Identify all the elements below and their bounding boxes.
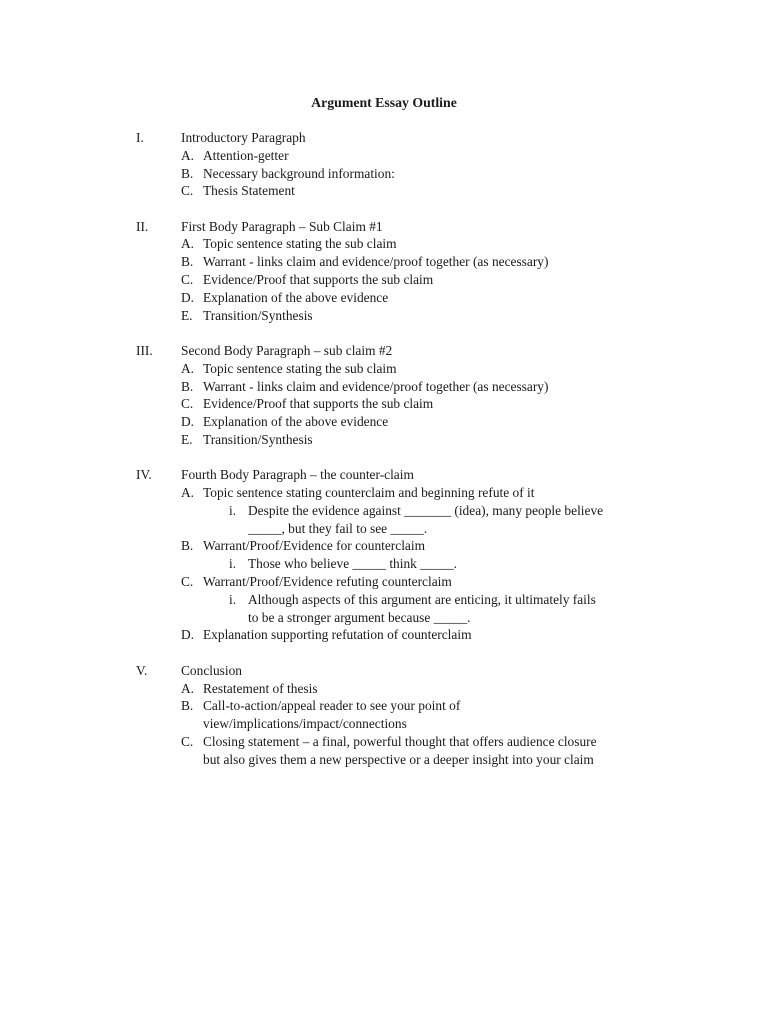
- outline-section: [0, 342, 768, 449]
- section-heading: Introductory Paragraph: [181, 130, 306, 145]
- item-line: Thesis Statement: [203, 183, 295, 199]
- outline-item: [0, 697, 768, 733]
- subitem-line: Although aspects of this argument are enticing, it ultimately fails: [248, 591, 596, 607]
- outline-subitem: [0, 502, 768, 538]
- outline-item: [0, 360, 768, 378]
- subitem-numeral: i.: [229, 591, 237, 607]
- outline-item: [0, 307, 768, 325]
- outline-item: [0, 537, 768, 555]
- subitem-line: _____, but they fail to see _____.: [248, 520, 428, 536]
- item-letter: C.: [181, 272, 194, 288]
- outline-item: [0, 626, 768, 644]
- subitem-text: [248, 591, 768, 627]
- item-letter: E.: [181, 431, 193, 447]
- item-line: Closing statement – a final, powerful thought that offers audience closure: [203, 733, 597, 749]
- item-text: [203, 182, 653, 200]
- subitem-line: to be a stronger argument because _____.: [248, 609, 471, 625]
- item-text: [203, 484, 653, 502]
- outline-section: [0, 218, 768, 325]
- outline-item: [0, 431, 768, 449]
- outline-section: [0, 129, 768, 200]
- item-text: [203, 431, 653, 449]
- item-letter: A.: [181, 147, 195, 163]
- item-line: Evidence/Proof that supports the sub claim: [203, 272, 434, 288]
- outline-item: [0, 253, 768, 271]
- item-text: [203, 289, 653, 307]
- item-line: Topic sentence stating counterclaim and beginning refute of it: [203, 485, 535, 501]
- item-letter: B.: [181, 165, 194, 181]
- item-line: Call-to-action/appeal reader to see your point of: [203, 698, 461, 714]
- item-letter: C.: [181, 733, 194, 749]
- outline-item: [0, 271, 768, 289]
- subitem-text: [248, 555, 768, 573]
- item-letter: B.: [181, 254, 194, 270]
- item-text: [203, 697, 653, 733]
- item-text: [203, 626, 653, 644]
- item-letter: C.: [181, 183, 194, 199]
- item-line: Necessary background information:: [203, 165, 395, 181]
- item-text: [203, 537, 653, 555]
- item-letter: A.: [181, 360, 195, 376]
- outline-item: [0, 733, 768, 769]
- item-line: Warrant/Proof/Evidence refuting counterclaim: [203, 574, 452, 590]
- item-line: Warrant - links claim and evidence/proof together (as necessary): [203, 254, 549, 270]
- subitem-line: Despite the evidence against _______ (idea), many people believe: [248, 502, 604, 518]
- section-numeral: V.: [136, 662, 148, 678]
- item-line: Transition/Synthesis: [203, 431, 313, 447]
- item-text: [203, 413, 653, 431]
- item-line: Warrant/Proof/Evidence for counterclaim: [203, 538, 426, 554]
- item-letter: B.: [181, 538, 194, 554]
- item-text: [203, 680, 653, 698]
- item-line: Evidence/Proof that supports the sub claim: [203, 396, 434, 412]
- subitem-line: Those who believe _____ think _____.: [248, 556, 458, 572]
- document-title: Argument Essay Outline: [311, 95, 457, 110]
- item-letter: C.: [181, 574, 194, 590]
- item-letter: E.: [181, 307, 193, 323]
- outline-item: [0, 413, 768, 431]
- item-text: [203, 147, 653, 165]
- section-numeral: II.: [136, 218, 149, 234]
- item-text: [203, 733, 653, 769]
- item-letter: D.: [181, 627, 195, 643]
- section-heading: Conclusion: [181, 662, 243, 678]
- subitem-text: [248, 502, 768, 538]
- section-numeral: IV.: [136, 467, 152, 483]
- outline-item: [0, 573, 768, 591]
- item-line: Explanation supporting refutation of counterclaim: [203, 627, 472, 643]
- item-line: Topic sentence stating the sub claim: [203, 236, 397, 252]
- outline-item: [0, 235, 768, 253]
- item-letter: A.: [181, 680, 195, 696]
- outline-item: [0, 395, 768, 413]
- section-numeral: III.: [136, 342, 153, 358]
- item-letter: D.: [181, 289, 195, 305]
- outline-item: [0, 147, 768, 165]
- item-text: [203, 378, 653, 396]
- subitem-numeral: i.: [229, 502, 237, 518]
- outline-section: [0, 662, 768, 769]
- item-text: [203, 253, 653, 271]
- item-line: view/implications/impact/connections: [203, 716, 407, 732]
- item-line: Transition/Synthesis: [203, 307, 313, 323]
- outline-subitem: [0, 555, 768, 573]
- outline-item: [0, 378, 768, 396]
- item-line: Explanation of the above evidence: [203, 289, 389, 305]
- item-letter: D.: [181, 414, 195, 430]
- item-letter: B.: [181, 698, 194, 714]
- outline-subitem: [0, 591, 768, 627]
- item-letter: C.: [181, 396, 194, 412]
- subitem-numeral: i.: [229, 556, 237, 572]
- section-numeral: I.: [136, 130, 144, 145]
- item-text: [203, 271, 653, 289]
- item-line: but also gives them a new perspective or a deeper insight into your claim: [203, 751, 594, 767]
- item-text: [203, 235, 653, 253]
- outline-item: [0, 182, 768, 200]
- item-text: [203, 573, 653, 591]
- outline-item: [0, 484, 768, 502]
- item-line: Topic sentence stating the sub claim: [203, 360, 397, 376]
- item-letter: B.: [181, 378, 194, 394]
- item-line: Explanation of the above evidence: [203, 414, 389, 430]
- item-text: [203, 360, 653, 378]
- item-letter: A.: [181, 485, 195, 501]
- outline-item: [0, 165, 768, 183]
- outline-item: [0, 680, 768, 698]
- item-line: Warrant - links claim and evidence/proof together (as necessary): [203, 378, 549, 394]
- item-line: Restatement of thesis: [203, 680, 318, 696]
- item-letter: A.: [181, 236, 195, 252]
- outline: [0, 129, 768, 786]
- item-text: [203, 165, 653, 183]
- section-heading: Second Body Paragraph – sub claim #2: [181, 342, 393, 358]
- item-line: Attention-getter: [203, 147, 289, 163]
- section-heading: First Body Paragraph – Sub Claim #1: [181, 218, 383, 234]
- outline-section: [0, 466, 768, 644]
- outline-item: [0, 289, 768, 307]
- item-text: [203, 395, 653, 413]
- section-heading: Fourth Body Paragraph – the counter-claim: [181, 467, 414, 483]
- item-text: [203, 307, 653, 325]
